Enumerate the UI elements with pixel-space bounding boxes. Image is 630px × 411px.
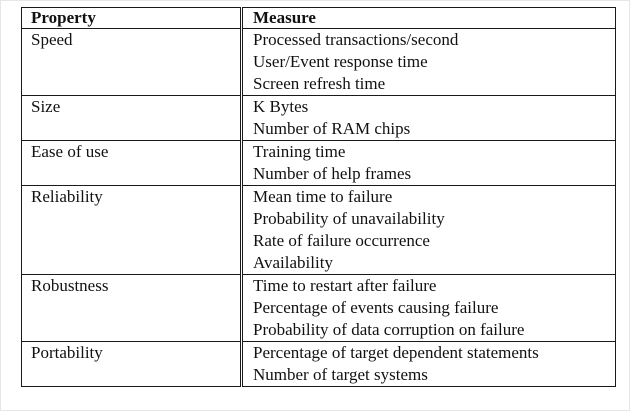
- measure-cell: [242, 275, 616, 342]
- property-cell: Size: [22, 96, 242, 141]
- measure-cell: [242, 29, 616, 96]
- table-row: [22, 342, 616, 387]
- table-header-row: [22, 8, 616, 29]
- table-row: [22, 29, 616, 96]
- property-cell: Portability: [22, 342, 242, 387]
- measure-item: Probability of data corruption on failure: [253, 320, 525, 339]
- table-row: [22, 186, 616, 275]
- measure-item: Screen refresh time: [253, 74, 386, 93]
- measure-cell: [242, 96, 616, 141]
- measure-item: Number of RAM chips: [253, 119, 411, 138]
- metrics-table: [21, 7, 616, 387]
- measure-item: Number of help frames: [253, 164, 412, 183]
- measure-cell: [242, 186, 616, 275]
- measure-item: Time to restart after failure: [253, 276, 437, 295]
- table-row: [22, 96, 616, 141]
- measure-item: Training time: [253, 142, 346, 161]
- measure-cell: [242, 141, 616, 186]
- property-cell: Ease of use: [22, 141, 242, 186]
- measure-item: Percentage of events causing failure: [253, 298, 499, 317]
- measure-item: Probability of unavailability: [253, 209, 445, 228]
- property-cell: Reliability: [22, 186, 242, 275]
- measure-item: Availability: [253, 253, 333, 272]
- measure-cell: [242, 342, 616, 387]
- table-row: [22, 141, 616, 186]
- header-property: Property: [22, 8, 242, 29]
- measure-item: Processed transactions/second: [253, 30, 459, 49]
- measure-item: User/Event response time: [253, 52, 428, 71]
- measure-item: Percentage of target dependent statements: [253, 343, 539, 362]
- header-measure: Measure: [242, 8, 616, 29]
- property-cell: Robustness: [22, 275, 242, 342]
- measure-item: Mean time to failure: [253, 187, 393, 206]
- measure-item: Rate of failure occurrence: [253, 231, 430, 250]
- property-cell: Speed: [22, 29, 242, 96]
- measure-item: Number of target systems: [253, 365, 428, 384]
- table-row: [22, 275, 616, 342]
- measure-item: K Bytes: [253, 97, 309, 116]
